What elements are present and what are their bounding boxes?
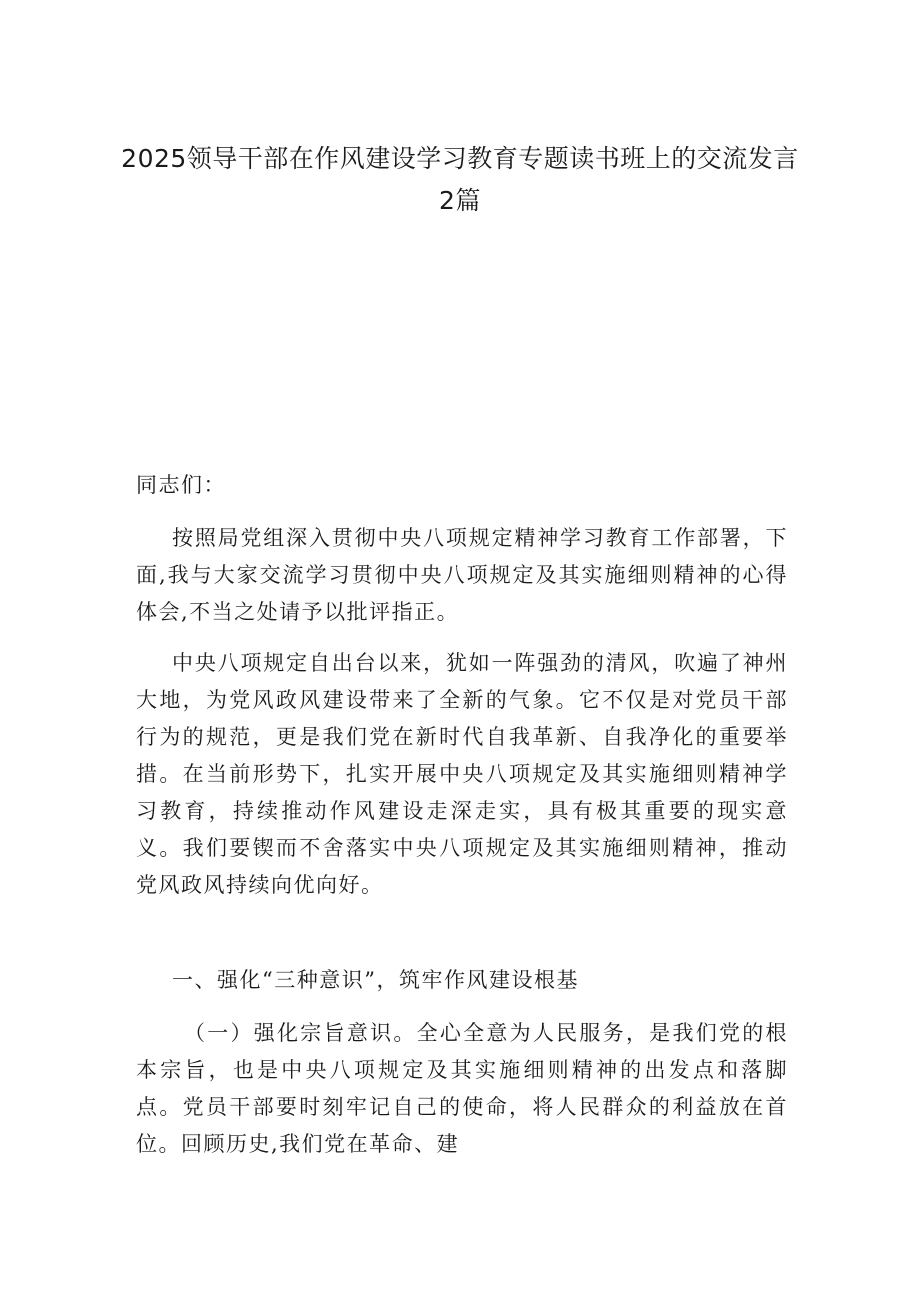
document-title: 2025领导干部在作风建设学习教育专题读书班上的交流发言2篇 [121,144,799,215]
section-heading: 一、强化“三种意识”，筑牢作风建设根基 [172,968,579,992]
intro-paragraph: 按照局党组深入贯彻中央八项规定精神学习教育工作部署，下面,我与大家交流学习贯彻中央八项规定及其实施细则精神的心得体会,不当之处请予以批评指正。 [136,526,788,624]
subsection-paragraph: （一）强化宗旨意识。全心全意为人民服务，是我们党的根本宗旨，也是中央八项规定及其实施细则精神的出发点和落脚点。党员干部要时刻牢记自己的使命，将人民群众的利益放在首位。回顾历史,我们党在革命、建 [136,1021,788,1156]
background-paragraph: 中央八项规定自出台以来，犹如一阵强劲的清风，吹遍了神州大地，为党风政风建设带来了全新的气象。它不仅是对党员干部行为的规范，更是我们党在新时代自我革新、自我净化的重要举措。在当前形势下，扎实开展中央八项规定及其实施细则精神学习教育，持续推动作风建设走深走实，具有极其重要的现实意义。我们要锲而不舍落实中央八项规定及其实施细则精神，推动党风政风持续向优向好。 [136,651,788,897]
salutation: 同志们： [136,473,226,497]
